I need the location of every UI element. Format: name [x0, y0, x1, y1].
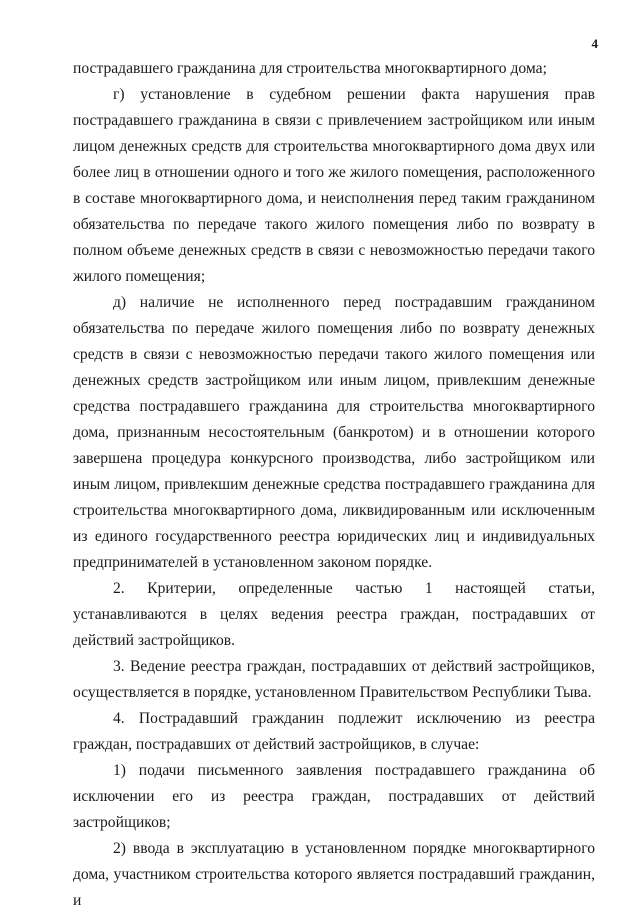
paragraph: 3. Ведение реестра граждан, пострадавших от действий застройщиков, осуществляется в порядке, установленном Правительством Республики Тыва. — [73, 658, 595, 701]
paragraph: 2. Критерии, определенные частью 1 настоящей статьи, устанавливаются в целях ведения реестра граждан, пострадавших от действий застройщиков. — [73, 580, 595, 649]
paragraph: 2) ввода в эксплуатацию в установленном порядке многоквартирного дома, участником строительства которого является пострадавший гражданин, и — [73, 840, 595, 909]
page-number: 4 — [591, 36, 598, 51]
paragraph: пострадавшего гражданина для строительства многоквартирного дома; — [73, 60, 547, 77]
document-body — [73, 56, 595, 914]
paragraph: 4. Пострадавший гражданин подлежит исключению из реестра граждан, пострадавших от действий застройщиков, в случае: — [73, 710, 595, 753]
paragraph: д) наличие не исполненного перед пострадавшим гражданином обязательства по передаче жилого помещения либо по возврату денежных средств в связи с невозможностью передачи такого жилого помещения или денежных средств застройщиком или иным лицом, привлекшим денежные средства пострадавшего гражданина для строительства многоквартирного дома, признанным несостоятельным (банкротом) и в отношении которого завершена процедура конкурсного производства, либо застройщиком или иным лицом, привлекшим денежные средства пострадавшего гражданина для строительства многоквартирного дома, ликвидированным или исключенным из единого государственного реестра юридических лиц и индивидуальных предпринимателей в установленном законом порядке. — [73, 294, 595, 571]
paragraph: г) установление в судебном решении факта нарушения прав пострадавшего гражданина в связи с привлечением застройщиком или иным лицом денежных средств для строительства многоквартирного дома двух или более лиц в отношении одного и того же жилого помещения, расположенного в составе многоквартирного дома, и неисполнения перед таким гражданином обязательства по передаче такого жилого помещения либо по возврату в полном объеме денежных средств в связи с невозможностью передачи такого жилого помещения; — [73, 86, 595, 285]
paragraph: 1) подачи письменного заявления пострадавшего гражданина об исключении его из реестра граждан, пострадавших от действий застройщиков; — [73, 762, 595, 831]
